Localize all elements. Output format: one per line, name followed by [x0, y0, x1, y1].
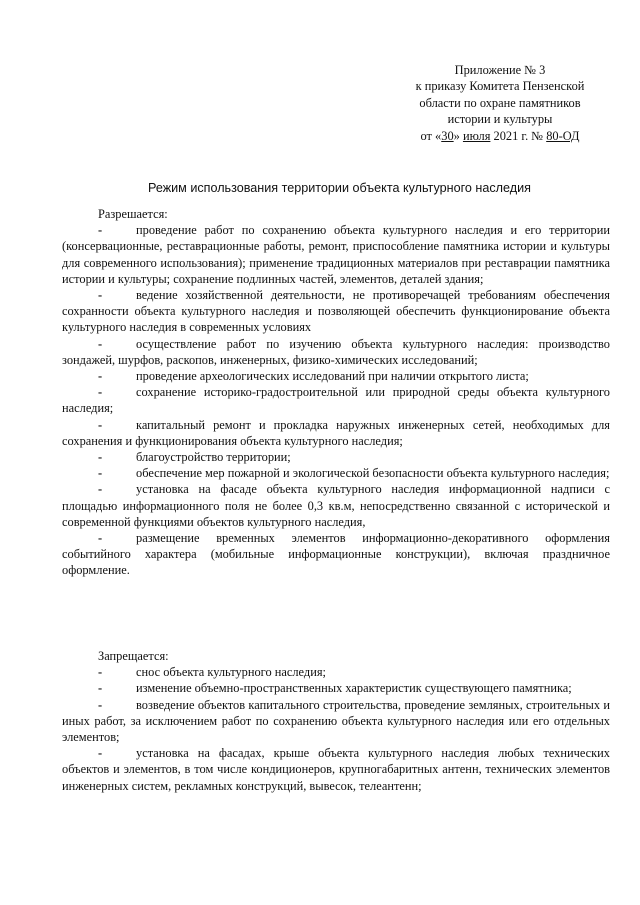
bullet-dash: -: [98, 336, 103, 351]
bullet-dash: -: [98, 288, 103, 303]
bullet-dash: -: [98, 746, 103, 761]
allowed-item: [62, 287, 610, 336]
bullet-dash: -: [98, 681, 103, 696]
bullet-dash: -: [98, 369, 103, 384]
order-month: июля: [462, 128, 491, 143]
bullet-dash: -: [98, 223, 103, 238]
allowed-item: [62, 481, 610, 530]
allowed-item-text: размещение временных элементов информационно-декоративного оформления событийного характера (мобильные информационные конструкции), включая праздничное оформление.: [62, 531, 610, 578]
order-year: 2021 г. №: [490, 128, 547, 143]
order-date-prefix: от «: [420, 128, 442, 143]
allowed-item-text: ведение хозяйственной деятельности, не противоречащей требованиям обеспечения сохранности объекта культурного наследия и позволяющей обеспечить функционирование объекта культурного наследия в современных условиях: [62, 288, 610, 335]
allowed-item-text: обеспечение мер пожарной и экологической безопасности объекта культурного наследия;: [136, 466, 610, 481]
allowed-item-text: сохранение историко-градостроительной или природной среды объекта культурного наследия;: [62, 385, 610, 416]
order-number: 80-ОД: [546, 128, 580, 143]
forbidden-item-text: снос объекта культурного наследия;: [136, 665, 326, 680]
allowed-item-text: капитальный ремонт и прокладка наружных инженерных сетей, необходимых для сохранения и функционирования объекта культурного наследия;: [62, 417, 610, 448]
bullet-dash: -: [98, 417, 103, 432]
allowed-section: [62, 206, 610, 579]
appendix-header: [400, 62, 600, 144]
allowed-item-text: проведение археологических исследований при наличии открытого листа;: [136, 369, 529, 384]
allowed-item-text: установка на фасаде объекта культурного наследия информационной надписи с площадью информационного поля не более 0,3 кв.м, непосредственно связанной с исторической и современной функциями объектов культурного наследия,: [62, 482, 610, 529]
appendix-line-2: к приказу Комитета Пензенской: [415, 79, 585, 94]
order-date-mid: »: [453, 128, 463, 143]
forbidden-item: [62, 680, 610, 696]
allowed-item: [62, 465, 610, 481]
forbidden-item-text: возведение объектов капитального строительства, проведение земляных, строительных и иных работ, за исключением работ по сохранению объекта культурного наследия или его отдельных элементов;: [62, 697, 610, 745]
bullet-dash: -: [98, 450, 103, 465]
allowed-item: [62, 530, 610, 579]
allowed-item: [62, 368, 610, 384]
allowed-item: [62, 417, 610, 449]
allowed-item: [62, 384, 610, 416]
bullet-dash: -: [98, 665, 103, 680]
forbidden-item: [62, 697, 610, 746]
bullet-dash: -: [98, 697, 103, 712]
allowed-heading: Разрешается:: [98, 207, 168, 221]
allowed-item: [62, 336, 610, 368]
forbidden-item-text: изменение объемно-пространственных характеристик существующего памятника;: [136, 681, 572, 696]
appendix-line-3: области по охране памятников: [419, 95, 581, 110]
document-title: Режим использования территории объекта культурного наследия: [148, 181, 531, 195]
forbidden-item: [62, 745, 610, 794]
bullet-dash: -: [98, 466, 103, 481]
forbidden-section: [62, 648, 610, 794]
forbidden-item-text: установка на фасадах, крыше объекта культурного наследия любых технических объектов и элементов, в том числе кондиционеров, крупногабаритных антенн, технических элементов инженерных систем, рекламных конструкций, вывесок, телеантенн;: [62, 746, 610, 793]
allowed-item-text: благоустройство территории;: [136, 450, 291, 465]
bullet-dash: -: [98, 531, 103, 546]
allowed-item: [62, 449, 610, 465]
allowed-item-text: проведение работ по сохранению объекта культурного наследия и его территории (консервационные, реставрационные работы, ремонт, приспособление памятника истории и культуры для современного использования); применение традиционных материалов при реставрации памятника истории и культуры; сохранение подлинных частей, элементов, деталей здания;: [62, 223, 610, 286]
forbidden-heading: Запрещается:: [98, 649, 169, 663]
forbidden-item: [62, 664, 610, 680]
appendix-line-1: Приложение № 3: [454, 63, 546, 77]
order-day: 30: [441, 128, 454, 143]
allowed-item-text: осуществление работ по изучению объекта культурного наследия: производство зондажей, шурфов, раскопов, инженерных, физико-химических исследований;: [62, 336, 610, 367]
appendix-line-4: истории и культуры: [447, 112, 553, 127]
bullet-dash: -: [98, 482, 103, 497]
allowed-item: [62, 222, 610, 287]
appendix-line-5: [400, 128, 600, 144]
bullet-dash: -: [98, 385, 103, 400]
